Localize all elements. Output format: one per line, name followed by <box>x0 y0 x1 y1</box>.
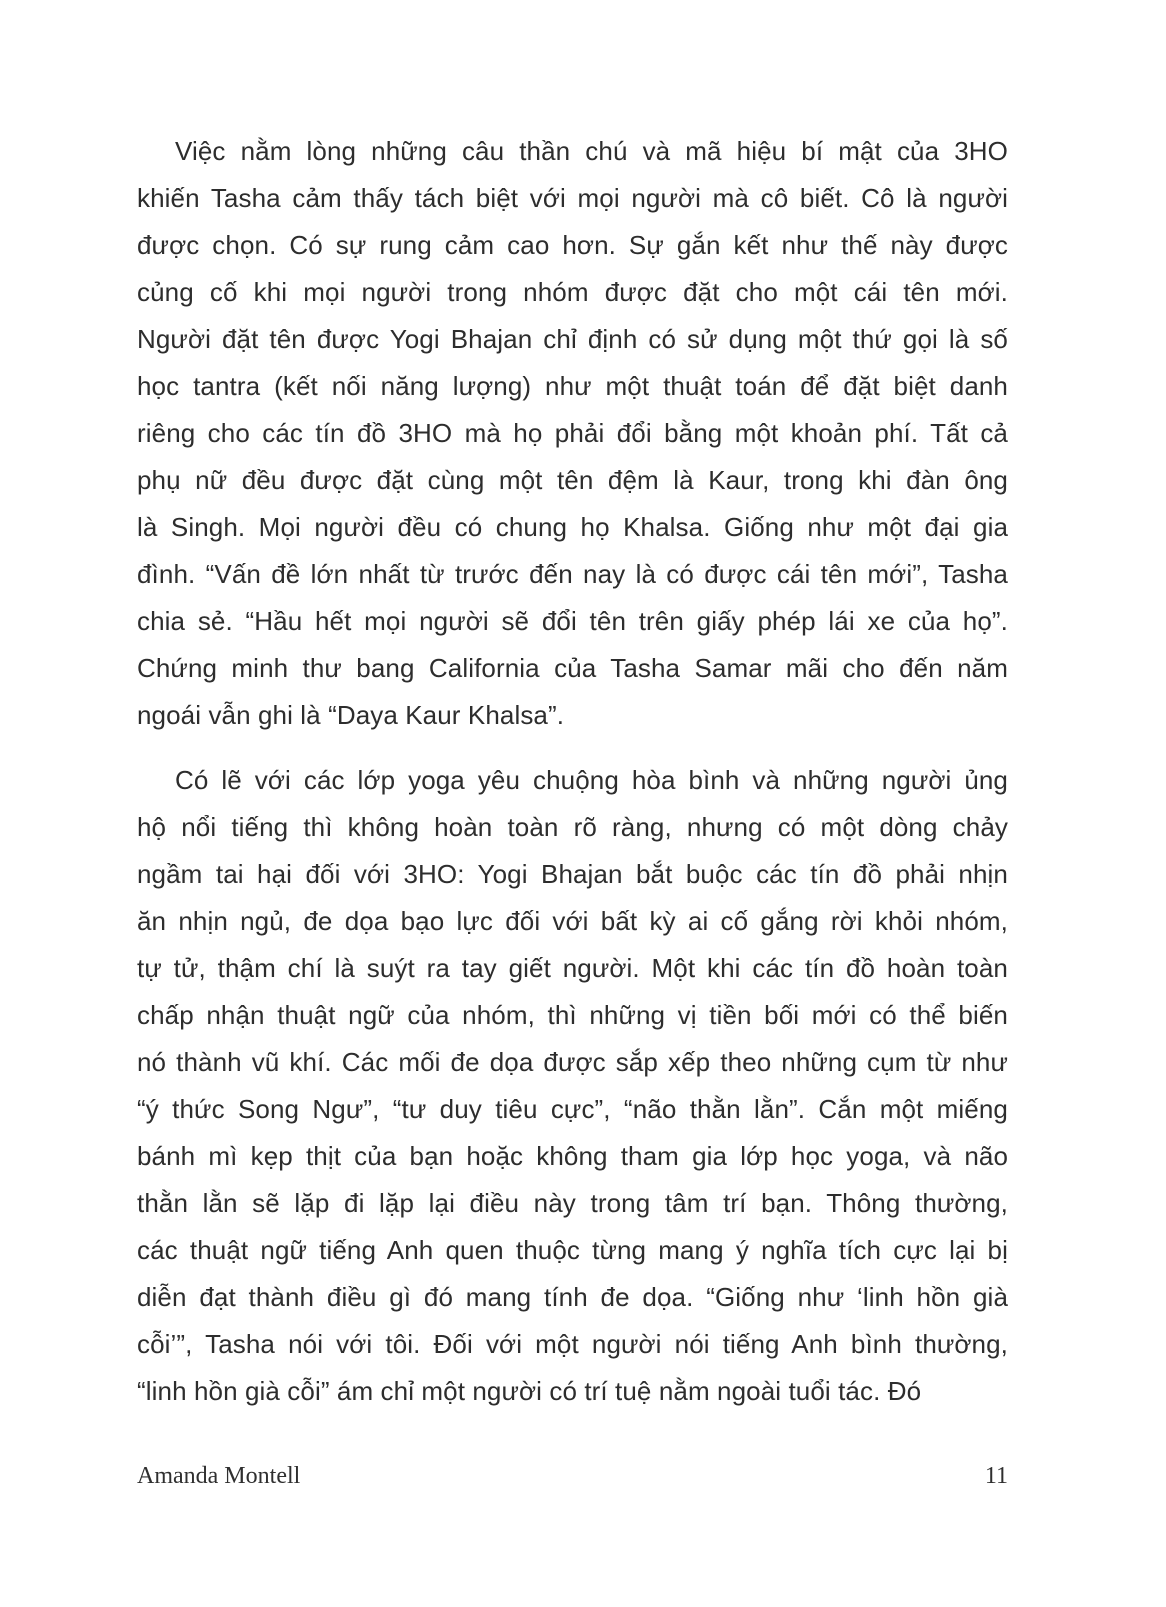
text-line: được chọn. Có sự rung cảm cao hơn. Sự gắn kết như thế này được <box>137 230 1008 260</box>
text-line: Chứng minh thư bang California của Tasha Samar mãi cho đến năm <box>137 653 1008 683</box>
text-line: ngoái vẫn ghi là “Daya Kaur Khalsa”. <box>137 700 565 730</box>
text-line: riêng cho các tín đồ 3HO mà họ phải đổi bằng một khoản phí. Tất cả <box>137 418 1008 448</box>
text-line: Có lẽ với các lớp yoga yêu chuộng hòa bình và những người ủng <box>175 765 1008 795</box>
text-line: ăn nhịn ngủ, đe dọa bạo lực đối với bất kỳ ai cố gắng rời khỏi nhóm, <box>137 906 1008 936</box>
text-line: tự tử, thậm chí là suýt ra tay giết người. Một khi các tín đồ hoàn toàn <box>137 953 1008 983</box>
text-line: phụ nữ đều được đặt cùng một tên đệm là Kaur, trong khi đàn ông <box>137 465 1008 495</box>
text-line: Việc nằm lòng những câu thần chú và mã hiệu bí mật của 3HO <box>175 136 1008 166</box>
text-line: Người đặt tên được Yogi Bhajan chỉ định có sử dụng một thứ gọi là số <box>137 324 1008 354</box>
text-line: học tantra (kết nối năng lượng) như một thuật toán để đặt biệt danh <box>137 371 1008 401</box>
text-line: là Singh. Mọi người đều có chung họ Khalsa. Giống như một đại gia <box>137 512 1008 542</box>
text-line: các thuật ngữ tiếng Anh quen thuộc từng mang ý nghĩa tích cực lại bị <box>137 1235 1008 1265</box>
text-line: “ý thức Song Ngư”, “tư duy tiêu cực”, “não thằn lằn”. Cắn một miếng <box>137 1094 1008 1124</box>
text-line: chấp nhận thuật ngữ của nhóm, thì những vị tiền bối mới có thể biến <box>137 1000 1008 1030</box>
text-line: cỗi’”, Tasha nói với tôi. Đối với một người nói tiếng Anh bình thường, <box>137 1329 1008 1359</box>
text-line: ngầm tai hại đối với 3HO: Yogi Bhajan bắt buộc các tín đồ phải nhịn <box>137 859 1008 889</box>
text-line: thằn lằn sẽ lặp đi lặp lại điều này trong tâm trí bạn. Thông thường, <box>137 1188 1008 1218</box>
running-footer-author: Amanda Montell <box>137 1463 301 1489</box>
paragraphs-container <box>137 128 1008 1415</box>
paragraph <box>137 757 1008 1415</box>
text-line: chia sẻ. “Hầu hết mọi người sẽ đổi tên trên giấy phép lái xe của họ”. <box>137 606 1008 636</box>
text-line: “linh hồn già cỗi” ám chỉ một người có trí tuệ nằm ngoài tuổi tác. Đó <box>137 1376 922 1406</box>
text-line: hộ nổi tiếng thì không hoàn toàn rõ ràng, nhưng có một dòng chảy <box>137 812 1008 842</box>
paragraph <box>137 128 1008 739</box>
text-line: diễn đạt thành điều gì đó mang tính đe dọa. “Giống như ‘linh hồn già <box>137 1282 1008 1312</box>
page-number: 11 <box>984 1463 1008 1489</box>
text-line: khiến Tasha cảm thấy tách biệt với mọi người mà cô biết. Cô là người <box>137 183 1008 213</box>
text-line: bánh mì kẹp thịt của bạn hoặc không tham gia lớp học yoga, và não <box>137 1141 1008 1171</box>
text-line: nó thành vũ khí. Các mối đe dọa được sắp xếp theo những cụm từ như <box>137 1047 1008 1077</box>
page-body <box>137 128 1008 1415</box>
text-line: đình. “Vấn đề lớn nhất từ trước đến nay là có được cái tên mới”, Tasha <box>137 559 1008 589</box>
text-line: củng cố khi mọi người trong nhóm được đặt cho một cái tên mới. <box>137 277 1008 307</box>
page-footer <box>137 1460 1008 1492</box>
